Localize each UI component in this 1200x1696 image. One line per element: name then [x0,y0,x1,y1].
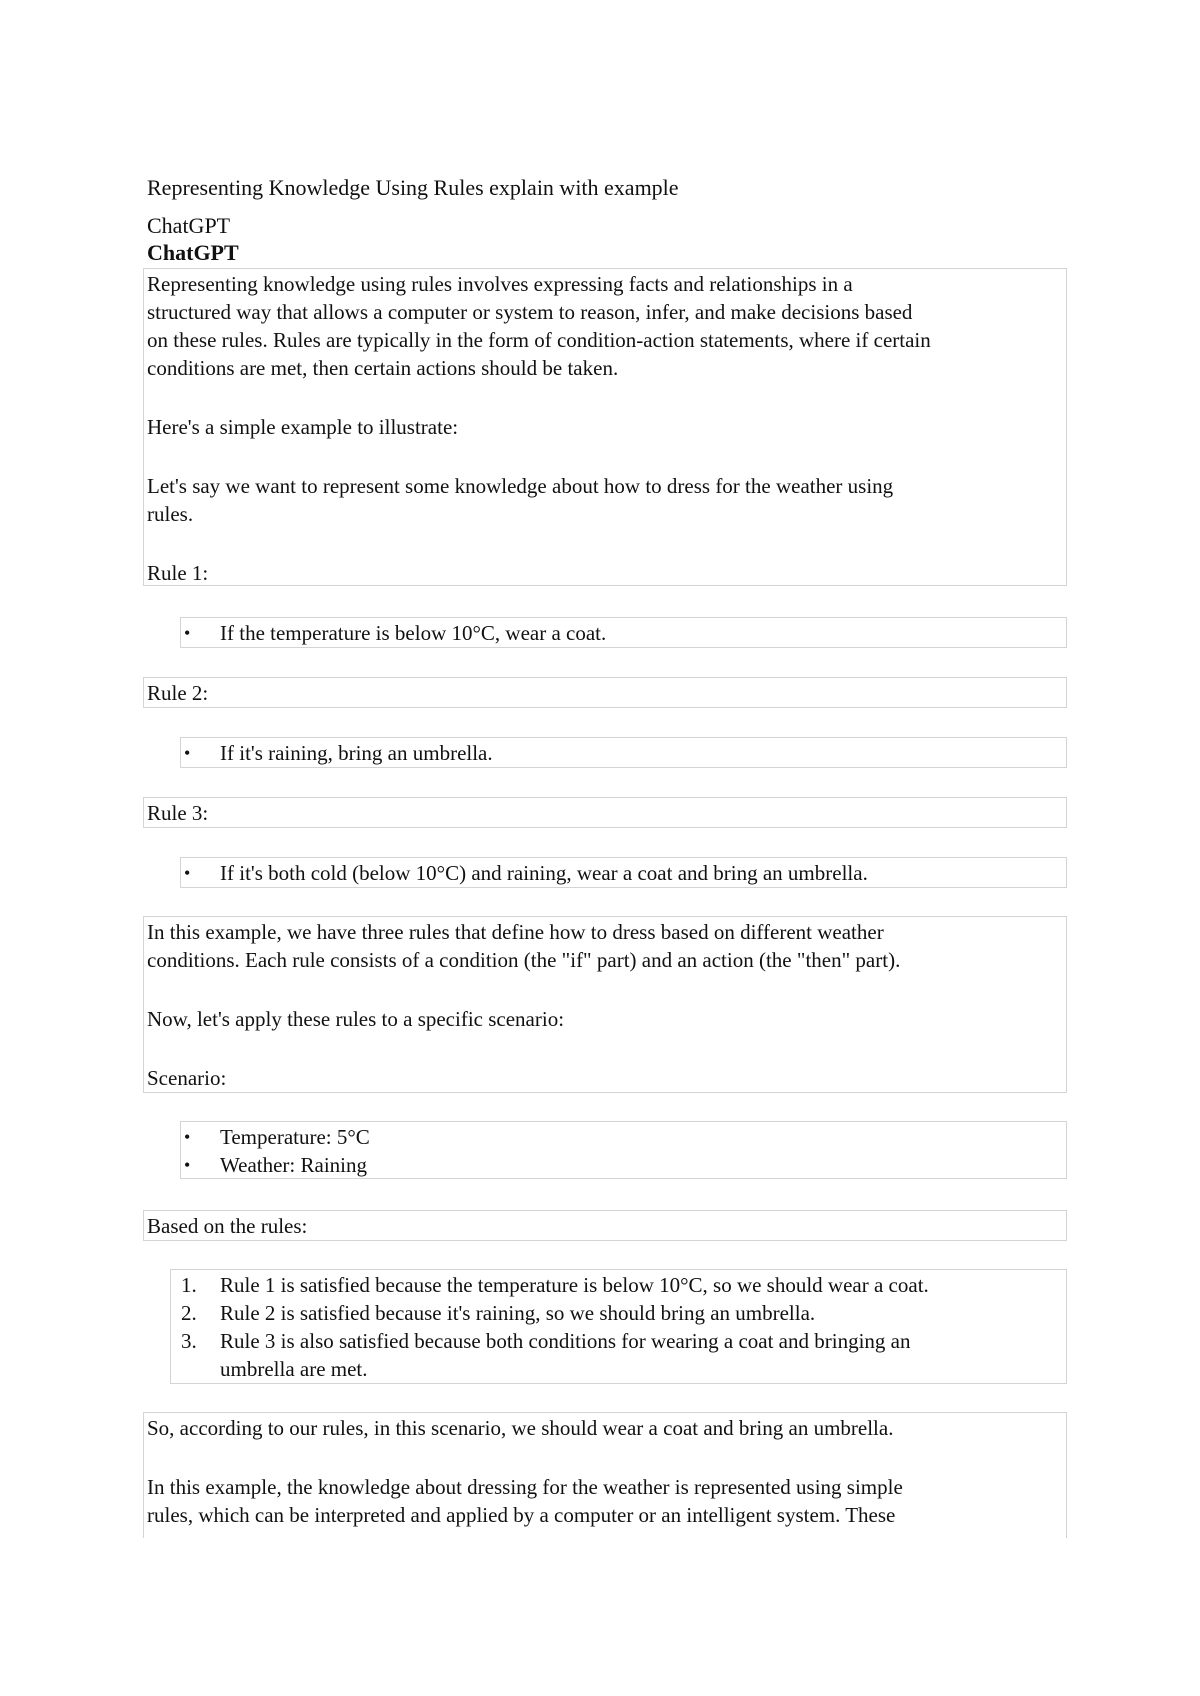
rule2-text: If it's raining, bring an umbrella. [220,741,493,765]
conclusion-text: So, according to our rules, in this scenario, we should wear a coat and bring an umbrella. [147,1416,894,1440]
lets-say-line: Let's say we want to represent some knowledge about how to dress for the weather using [147,474,894,498]
author-heading: ChatGPT [147,240,239,265]
example-intro: Here's a simple example to illustrate: [147,415,459,439]
summary-line: conditions. Each rule consists of a condition (the "if" part) and an action (the "then" part). [147,948,901,972]
apply-text: Now, let's apply these rules to a specific scenario: [147,1007,565,1031]
author-label: ChatGPT [147,213,231,238]
list-number: 2. [181,1301,197,1325]
result-item-continued: umbrella are met. [220,1357,368,1381]
rule3-label: Rule 3: [147,801,209,825]
intro-line: structured way that allows a computer or system to reason, infer, and make decisions based [147,300,913,324]
rule2-label-block [143,677,1067,708]
intro-line: Representing knowledge using rules involves expressing facts and relationships in a [147,272,853,296]
question-text: Representing Knowledge Using Rules explain with example [147,175,679,200]
summary-line: In this example, we have three rules that define how to dress based on different weather [147,920,884,944]
closing-line: rules, which can be interpreted and applied by a computer or an intelligent system. These [147,1503,896,1527]
lets-say-line: rules. [147,502,194,526]
scenario-item: Weather: Raining [220,1153,368,1177]
based-on-text: Based on the rules: [147,1214,308,1238]
rule1-label: Rule 1: [147,561,209,585]
rule2-label: Rule 2: [147,681,209,705]
result-item: Rule 2 is satisfied because it's raining, so we should bring an umbrella. [220,1301,816,1325]
rule3-text: If it's both cold (below 10°C) and raining, wear a coat and bring an umbrella. [220,861,868,885]
list-number: 3. [181,1329,197,1353]
rule1-text: If the temperature is below 10°C, wear a coat. [220,621,607,645]
intro-line: on these rules. Rules are typically in the form of condition-action statements, where if certain [147,328,931,352]
rule3-label-block [143,797,1067,828]
list-number: 1. [181,1273,197,1297]
scenario-item: Temperature: 5°C [220,1125,370,1149]
bullet-marker: • [184,743,191,763]
closing-line: In this example, the knowledge about dressing for the weather is represented using simple [147,1475,903,1499]
bullet-marker: • [184,1127,191,1147]
result-item: Rule 3 is also satisfied because both conditions for wearing a coat and bringing an [220,1329,911,1353]
intro-line: conditions are met, then certain actions should be taken. [147,356,619,380]
bullet-marker: • [184,1155,191,1175]
result-item: Rule 1 is satisfied because the temperature is below 10°C, so we should wear a coat. [220,1273,929,1297]
scenario-label: Scenario: [147,1066,227,1090]
bullet-marker: • [184,623,191,643]
bullet-marker: • [184,863,191,883]
